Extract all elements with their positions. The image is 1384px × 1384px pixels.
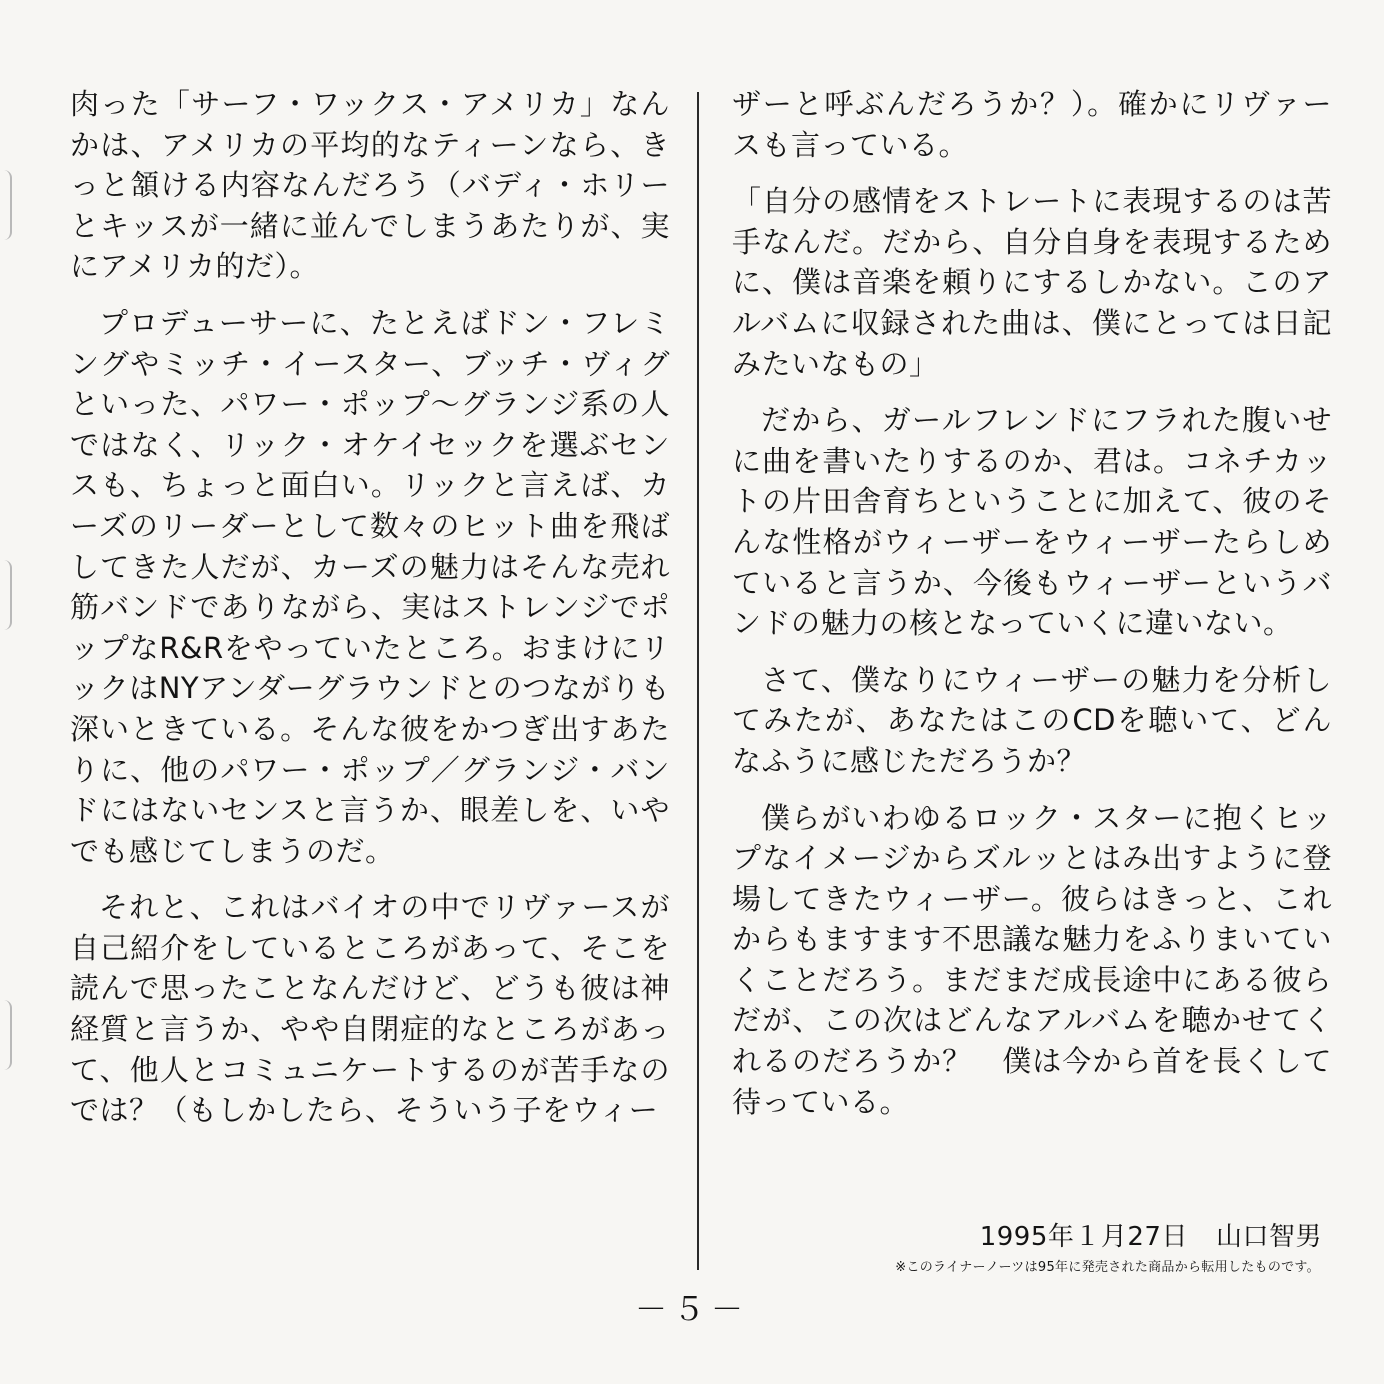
paragraph: 僕らがいわゆるロック・スターに抱くヒップなイメージからズルッとはみ出すように登場してきたウィーザー。彼らはきっと、これからもますます不思議な魅力をふりまいていくことだろう。まだまだ成長途中にある彼らだが、この次はどんなアルバムを聴かせてくれるのだろうか？ 僕は今から首を長くして待っている。 — [732, 800, 1332, 1119]
signature-date: 1995年１月27日 — [979, 1222, 1188, 1252]
signature-author: 山口智男 — [1215, 1222, 1322, 1252]
left-text-column — [70, 84, 670, 1147]
column-divider — [697, 92, 699, 1270]
paragraph: プロデューサーに、たとえばドン・フレミングやミッチ・イースター、ブッチ・ヴィグといった、パワー・ポップ〜グランジ系の人ではなく、リック・オケイセックを選ぶセンスも、ちょっと面白い。リックと言えば、カーズのリーダーとして数々のヒット曲を飛ばしてきた人だが、カーズの魅力はそんな売れ筋バンドでありながら、実はストレンジでポップなR&Rをやっていたところ。おまけにリックはNYアンダーグラウンドとのつながりも深いときている。そんな彼をかつぎ出すあたりに、他のパワー・ポップ／グランジ・バンドにはないセンスと言うか、眼差しを、いやでも感じてしまうのだ。 — [70, 305, 670, 868]
footnote: ※このライナーノーツは95年に発売された商品から転用したものです。 — [895, 1260, 1320, 1275]
signature-line — [732, 1216, 1322, 1253]
paragraph: 肉った「サーフ・ワックス・アメリカ」なんかは、アメリカの平均的なティーンなら、きっと頷ける内容なんだろう（バディ・ホリーとキッスが一緒に並んでしまうあたりが、実にアメリカ的だ）。 — [70, 87, 670, 284]
binding-edge — [0, 0, 14, 1384]
paragraph: ザーと呼ぶんだろうか？）。確かにリヴァースも言っている。 — [732, 87, 1332, 162]
paragraph: さて、僕なりにウィーザーの魅力を分析してみたが、あなたはこのCDを聴いて、どんなふうに感じただろうか？ — [732, 662, 1332, 778]
paragraph: それと、これはバイオの中でリヴァースが自己紹介をしているところがあって、そこを読んで思ったことなんだけど、どうも彼は神経質と言うか、やや自閉症的なところがあって、他人とコミュニケートするのが苦手なのでは？（もしかしたら、そういう子をウィー — [70, 890, 670, 1128]
quote-paragraph: 「自分の感情をストレートに表現するのは苦手なんだ。だから、自分自身を表現するために、僕は音楽を頼りにするしかない。このアルバムに収録された曲は、僕にとっては日記みたいなもの」 — [732, 184, 1332, 381]
paragraph: だから、ガールフレンドにフラれた腹いせに曲を書いたりするのか、君は。コネチカットの片田舎育ちということに加えて、彼のそんな性格がウィーザーをウィーザーたらしめていると言うか、今後もウィーザーというバンドの魅力の核となっていくに違いない。 — [732, 403, 1332, 641]
page-number: －５－ — [634, 1290, 749, 1328]
right-text-column — [732, 84, 1332, 1138]
